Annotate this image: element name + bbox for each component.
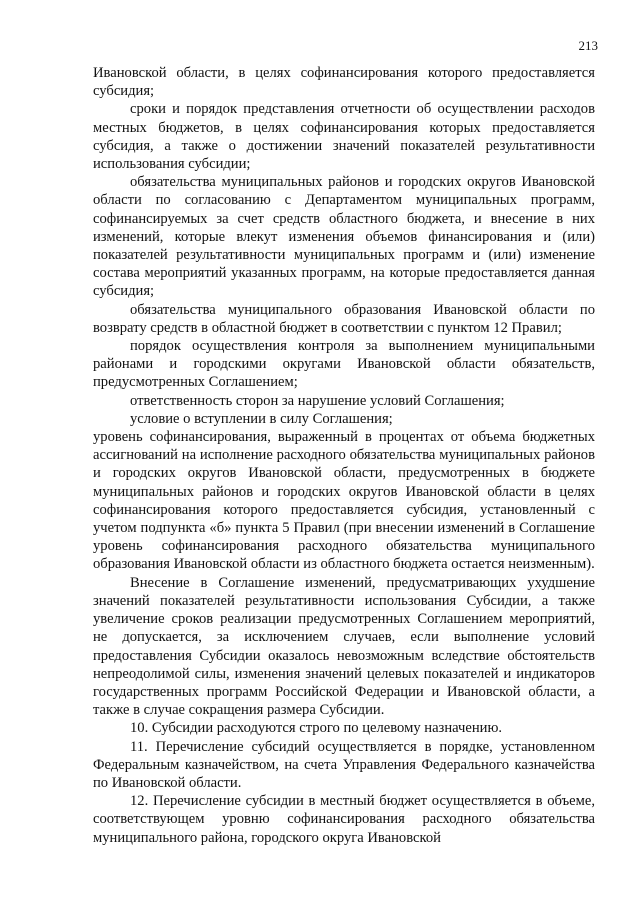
paragraph: 10. Субсидии расходуются строго по целевому назначению. — [130, 720, 503, 737]
paragraph: уровень софинансирования, выраженный в процентах от объема бюджетных ассигнований на исполнение расходного обязательства муниципальных районов и городских округов Ивановской области, предусмотренных в бюджете муниципальных районов и городских округов Ивановской области в целях софинансирования которого предоставляется субсидия, установленный с учетом подпункта «б» пункта 5 Правил (при внесении изменений в Соглашение уровень софинансирования расходного обязательства муниципального образования Ивановской области из областного бюджета остается неизменным). — [93, 429, 595, 573]
paragraph: ответственность сторон за нарушение условий Соглашения; — [130, 392, 505, 409]
paragraph: условие о вступлении в силу Соглашения; — [130, 410, 393, 427]
body-text — [93, 64, 595, 847]
paragraph: обязательства муниципального образования Ивановской области по возврату средств в областной бюджет в соответствии с пунктом 12 Правил; — [93, 301, 595, 336]
page-number: 213 — [578, 38, 598, 53]
paragraph: Ивановской области, в целях софинансирования которого предоставляется субсидия; — [93, 65, 595, 100]
paragraph: сроки и порядок представления отчетности об осуществлении расходов местных бюджетов, в целях софинансирования которых предоставляется субсидия, а также о достижении значений показателей результативности использования субсидии; — [93, 101, 595, 173]
paragraph: обязательства муниципальных районов и городских округов Ивановской области по согласованию с Департаментом муниципальных программ, софинансируемых за счет средств областного бюджета, и внесение в них изменений, которые влекут изменения объемов финансирования и (или) показателей результативности муниципальных программ и (или) изменение состава мероприятий указанных программ, на которые предоставляется данная субсидия; — [93, 174, 595, 300]
paragraph: порядок осуществления контроля за выполнением муниципальными районами и городскими округами Ивановской области обязательств, предусмотренных Соглашением; — [93, 338, 595, 391]
paragraph: 12. Перечисление субсидии в местный бюджет осуществляется в объеме, соответствующем уровню софинансирования расходного обязательства муниципального района, городского округа Ивановской — [93, 793, 595, 846]
paragraph: Внесение в Соглашение изменений, предусматривающих ухудшение значений показателей результативности использования Субсидии, а также увеличение сроков реализации предусмотренных Соглашением мероприятий, не допускается, за исключением случаев, если выполнение условий предоставления Субсидии оказалось невозможным вследствие обстоятельств непреодолимой силы, изменения значений целевых показателей и индикаторов государственных программ Российской Федерации и Ивановской области, а также в случае сокращения размера Субсидии. — [93, 574, 595, 719]
paragraph: 11. Перечисление субсидий осуществляется в порядке, установленном Федеральным казначейством, на счета Управления Федерального казначейства по Ивановской области. — [93, 738, 595, 791]
